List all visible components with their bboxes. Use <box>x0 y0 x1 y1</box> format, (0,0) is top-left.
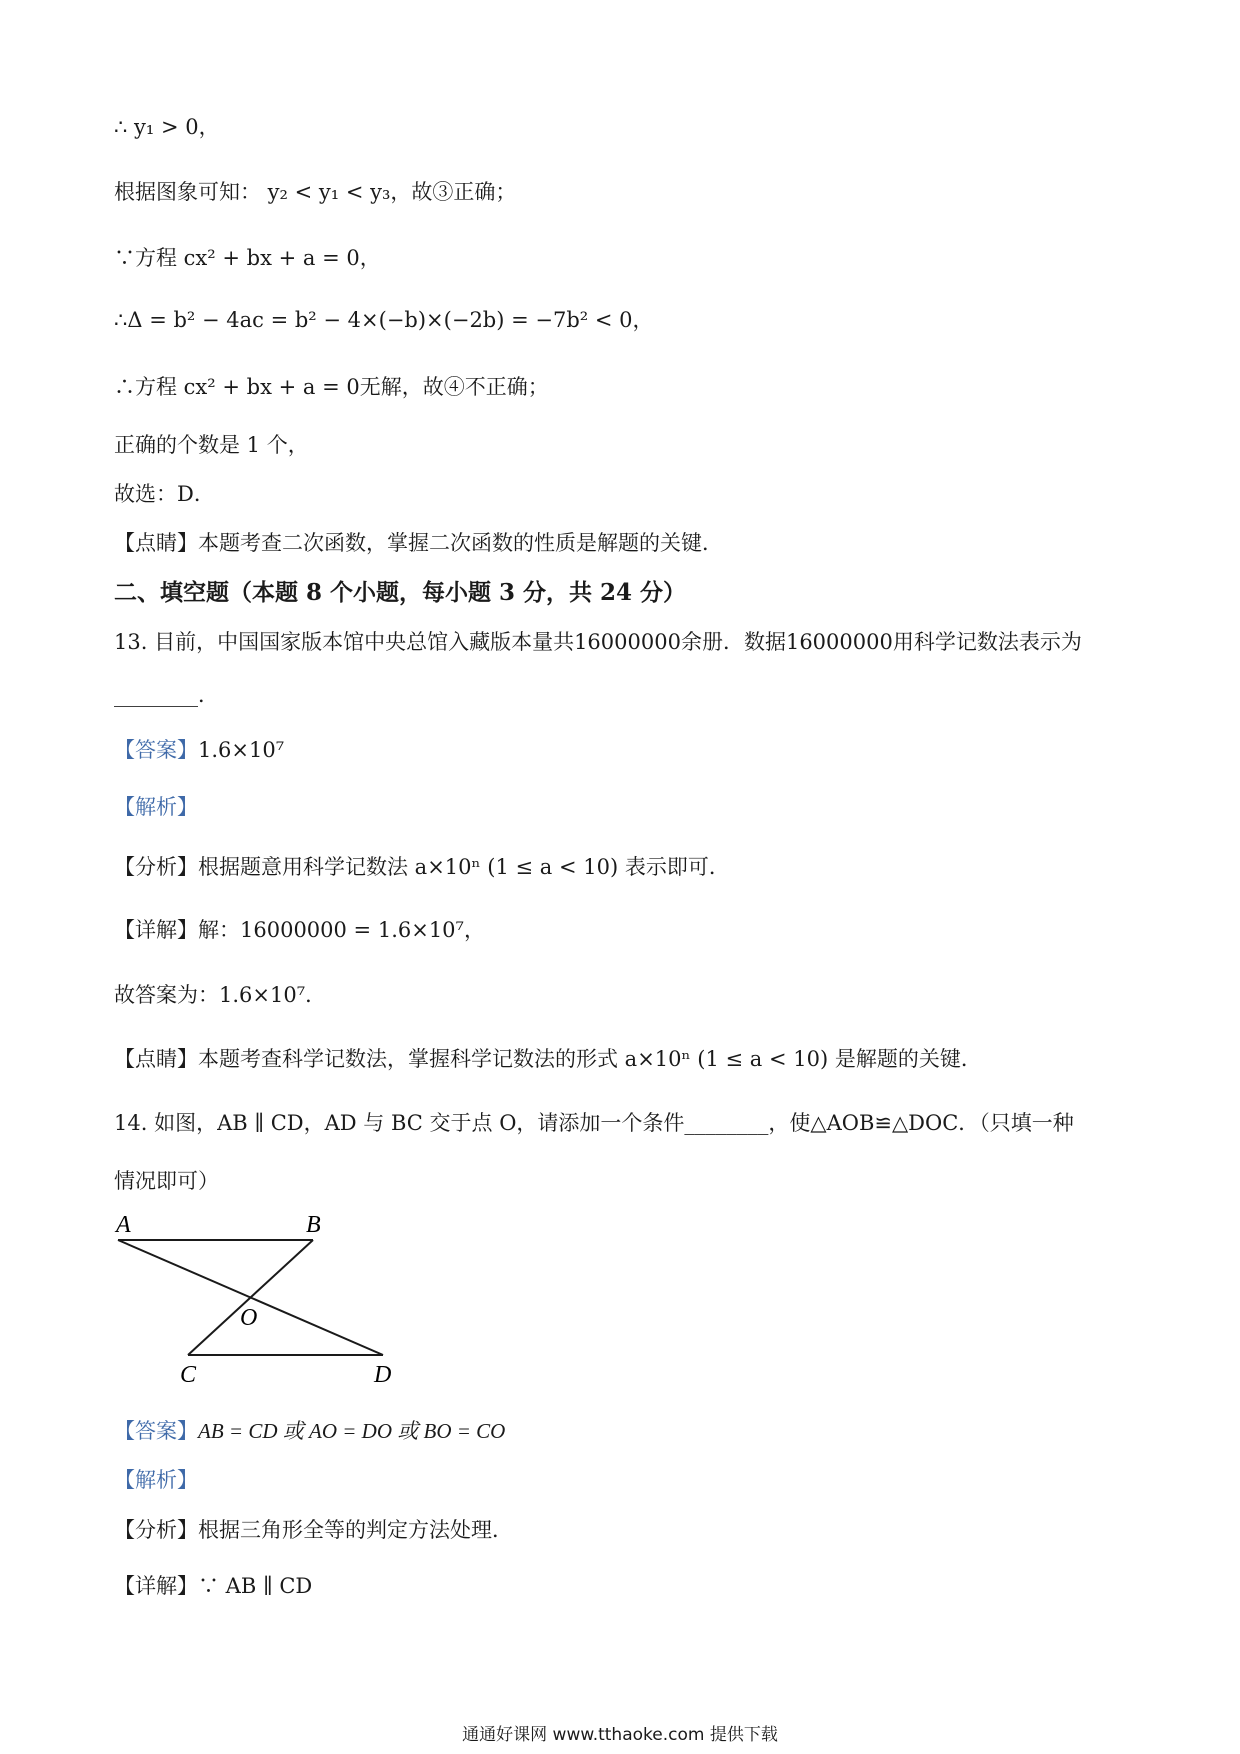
q14-answer-line <box>114 1416 1134 1446</box>
label-d: D <box>374 1362 392 1388</box>
text-line-y1-positive: ∴ y₁ > 0， <box>114 115 220 139</box>
segment-bc <box>188 1240 313 1355</box>
text-line-no-solution: ∴方程 cx² + bx + a = 0无解，故④不正确； <box>114 375 549 399</box>
q13-analysis-tag: 【解析】 <box>114 795 198 819</box>
answer-tag: 【答案】 <box>114 1419 198 1443</box>
label-c: C <box>180 1362 197 1388</box>
text-line-discriminant: ∴Δ = b² − 4ac = b² − 4×(−b)×(−2b) = −7b² < 0， <box>114 308 654 332</box>
q13-xiangjie: 【详解】解：16000000 = 1.6×10⁷， <box>114 918 485 942</box>
q13-fenxi: 【分析】根据题意用科学记数法 a×10ⁿ (1 ≤ a < 10) 表示即可． <box>114 855 730 879</box>
answer-tag: 【答案】 <box>114 738 198 762</box>
q14-question: 14. 如图，AB ∥ CD，AD 与 BC 交于点 O，请添加一个条件________，使△AOB≌△DOC．（只填一种 <box>114 1111 1074 1135</box>
section-heading: 二、填空题（本题 8 个小题，每小题 3 分，共 24 分） <box>114 579 687 606</box>
geometry-figure-svg <box>108 1210 408 1390</box>
page-footer: 通通好课网 www.tthaoke.com 提供下载 <box>462 1725 778 1745</box>
q14-question-cont: 情况即可） <box>114 1169 219 1193</box>
label-a: A <box>116 1212 131 1238</box>
text-line-equation: ∵方程 cx² + bx + a = 0， <box>114 246 381 270</box>
q14-analysis-tag: 【解析】 <box>114 1468 198 1492</box>
q14-fenxi: 【分析】根据三角形全等的判定方法处理． <box>114 1518 513 1542</box>
label-b: B <box>306 1212 321 1238</box>
q13-dianjing: 【点睛】本题考查科学记数法，掌握科学记数法的形式 a×10ⁿ (1 ≤ a < 10) 是解题的关键． <box>114 1047 982 1071</box>
label-o: O <box>240 1305 258 1331</box>
geometry-figure <box>108 1210 408 1390</box>
q13-conclusion: 故答案为：1.6×10⁷． <box>114 983 327 1007</box>
q13-blank: ________． <box>114 683 219 707</box>
q14-xiangjie: 【详解】∵ AB ∥ CD <box>114 1574 313 1598</box>
text-line-choice: 故选：D． <box>114 482 215 506</box>
text-line-graph-compare: 根据图象可知： y₂ < y₁ < y₃，故③正确； <box>114 180 517 204</box>
text-line-dianjing-12: 【点睛】本题考查二次函数，掌握二次函数的性质是解题的关键． <box>114 531 723 555</box>
q13-question: 13. 目前，中国国家版本馆中央总馆入藏版本量共16000000余册．数据16000000用科学记数法表示为 <box>114 630 1082 654</box>
text-line-count: 正确的个数是 1 个， <box>114 433 309 457</box>
q14-answer: AB = CD 或 AO = DO 或 BO = CO <box>198 1419 506 1443</box>
q13-answer: 1.6×10⁷ <box>198 738 285 762</box>
q13-answer-line <box>114 735 1134 765</box>
